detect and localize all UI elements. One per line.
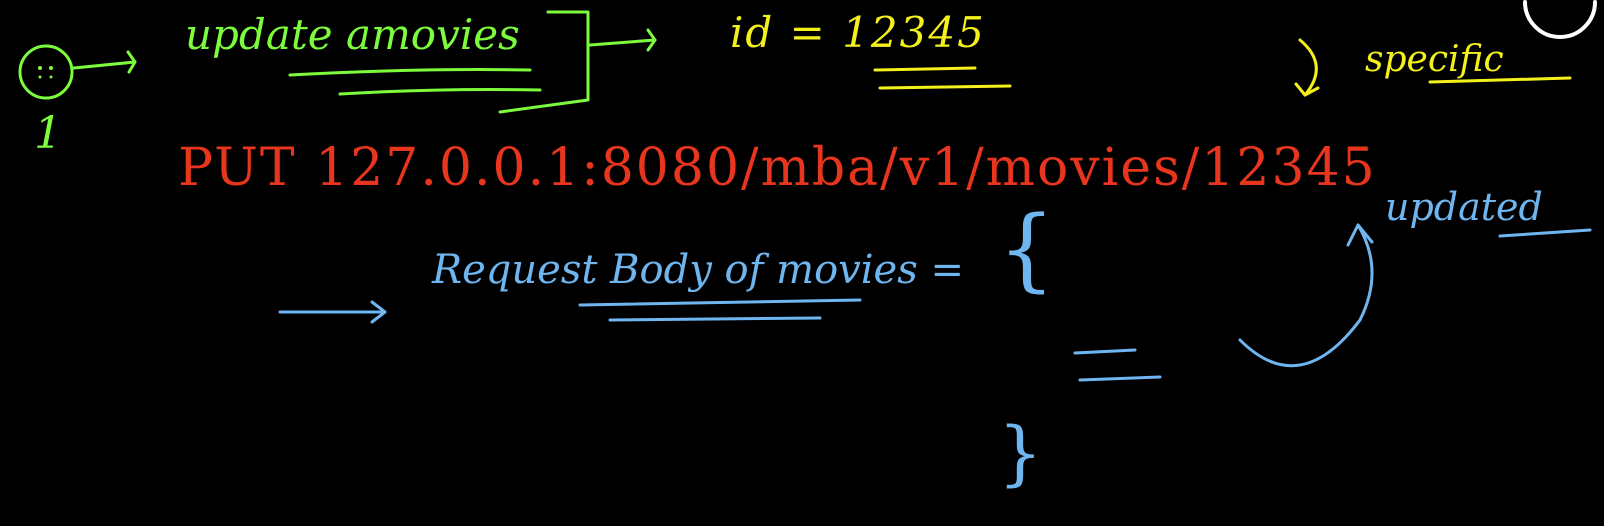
underline-body-2 — [610, 318, 820, 320]
arrow-to-specific — [1300, 40, 1316, 95]
corner-circle-icon — [1525, 2, 1595, 37]
underline-amovies-1 — [290, 70, 530, 75]
curved-arrow-updated — [1240, 225, 1372, 366]
user-circle-icon — [20, 46, 72, 98]
underline-id-2 — [880, 86, 1010, 88]
user-mouth-dot-left — [39, 76, 42, 79]
brace-close: } — [998, 412, 1043, 494]
body-equals-bottom — [1080, 377, 1160, 380]
curved-arrow-updated-head — [1348, 225, 1372, 245]
underline-amovies-2 — [340, 90, 540, 95]
arrow-to-update — [74, 62, 135, 68]
update-label: update amovies — [185, 10, 520, 59]
body-equals-top — [1075, 350, 1135, 353]
underline-updated — [1500, 230, 1590, 236]
underline-body-1 — [580, 300, 860, 305]
arrow-to-specific-head — [1296, 84, 1318, 95]
user-mouth-dot-right — [50, 76, 53, 79]
underline-id-1 — [875, 68, 975, 70]
id-label: id = 12345 — [730, 8, 986, 57]
brace-open: { — [998, 197, 1056, 302]
specific-label: specific — [1365, 39, 1504, 80]
user-eye-left — [38, 66, 42, 70]
arrow-to-id — [590, 40, 655, 45]
request-body-label: Request Body of movies = — [432, 247, 964, 293]
updated-label: updated — [1385, 185, 1543, 229]
put-request-line: PUT 127.0.0.1:8080/mba/v1/movies/12345 — [178, 138, 1377, 198]
step-number: 1 — [34, 108, 62, 159]
user-eye-right — [49, 66, 53, 70]
